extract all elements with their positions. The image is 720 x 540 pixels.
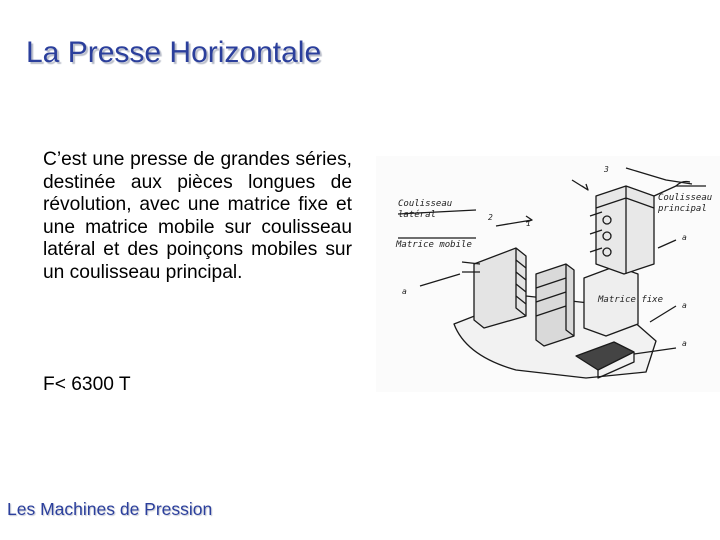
footer-text: Les Machines de Pression xyxy=(7,499,213,519)
marker-2: 2 xyxy=(488,213,493,222)
label-main-slide-1: Coulisseau xyxy=(658,193,713,203)
description-paragraph: C’est une presse de grandes séries, destinée aux pièces longues de révolution, avec une matrice fixe et une matrice mobile sur coulisseau latéral et des poinçons mobiles sur un coulisseau principal. xyxy=(43,149,352,283)
slide-title: La Presse Horizontale xyxy=(26,36,322,69)
lateral-slide xyxy=(474,248,526,328)
main-slide xyxy=(596,186,654,274)
marker-a-1: a xyxy=(402,287,407,296)
label-mobile-die: Matrice mobile xyxy=(396,240,472,250)
press-diagram xyxy=(376,156,720,392)
label-fixed-die: Matrice fixe xyxy=(598,295,664,305)
mobile-die xyxy=(536,264,574,346)
marker-a-4: a xyxy=(682,339,687,348)
marker-a-3: a xyxy=(682,301,687,310)
label-main-slide-2: principal xyxy=(658,204,707,214)
label-lateral-slide-2: latéral xyxy=(398,210,436,220)
label-lateral-slide-1: Coulisseau xyxy=(398,199,453,209)
marker-1: 1 xyxy=(526,219,531,228)
marker-3: 3 xyxy=(604,165,609,174)
force-spec: F< 6300 T xyxy=(43,374,131,395)
marker-a-2: a xyxy=(682,233,687,242)
